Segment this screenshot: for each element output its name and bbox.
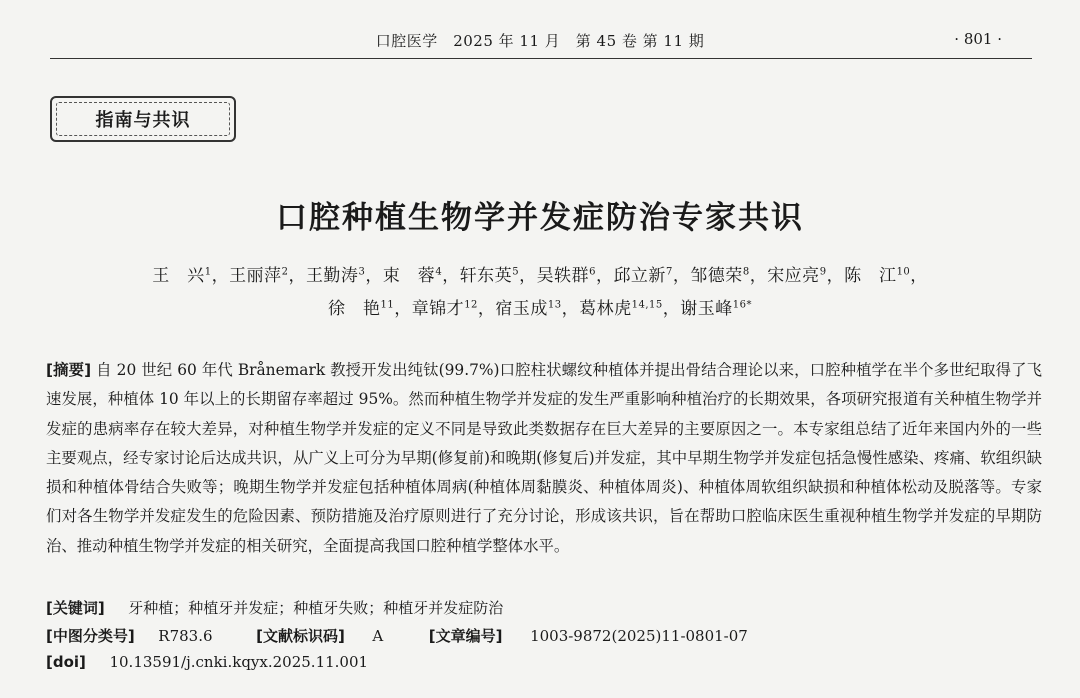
header-rule xyxy=(50,58,1032,59)
author-separator: ， xyxy=(672,266,691,286)
author xyxy=(229,266,288,286)
author-affiliation-mark: 4 xyxy=(435,266,443,278)
section-banner xyxy=(50,96,236,142)
author-affiliation-mark: 11 xyxy=(380,299,395,311)
author xyxy=(306,266,365,286)
author xyxy=(412,299,478,319)
author-name: 吴轶群 xyxy=(536,266,590,286)
doc-code-value: A xyxy=(372,627,384,645)
author xyxy=(690,266,749,286)
author xyxy=(537,266,596,286)
author-affiliation-mark: 7 xyxy=(665,266,673,278)
author xyxy=(844,266,910,286)
author xyxy=(613,266,672,286)
author-affiliation-mark: 14,15 xyxy=(631,299,663,311)
author-separator: ， xyxy=(365,266,383,286)
author-name: 王丽萍 xyxy=(229,266,282,286)
author-affiliation-mark: 2 xyxy=(281,266,289,278)
author-name: 邹德荣 xyxy=(690,266,743,286)
author-affiliation-mark: 5 xyxy=(512,266,520,278)
author-separator: ， xyxy=(910,266,928,286)
author-separator: ， xyxy=(561,299,580,319)
page-number: · 801 · xyxy=(954,30,1002,48)
author-name: 宿玉成 xyxy=(495,299,548,319)
section-banner-label: 指南与共识 xyxy=(95,110,191,131)
author-affiliation-mark: 9 xyxy=(819,266,827,278)
author-name: 陈 江 xyxy=(844,266,897,286)
author-name: 邱立新 xyxy=(613,266,666,286)
author-name: 谢玉峰 xyxy=(680,299,733,319)
author-separator: ， xyxy=(288,266,306,286)
clc-value: R783.6 xyxy=(158,627,213,645)
author-name: 轩东英 xyxy=(459,266,513,286)
author-name: 束 蓉 xyxy=(382,266,436,286)
author-affiliation-mark: 10 xyxy=(896,266,911,278)
author-list-line-1 xyxy=(0,261,1080,286)
keywords-row xyxy=(46,597,503,618)
author-name: 王 兴 xyxy=(152,266,205,286)
author-name: 宋应亮 xyxy=(767,266,820,286)
author xyxy=(328,299,394,319)
author-affiliation-mark: 13 xyxy=(547,299,562,311)
author-separator: ， xyxy=(749,266,768,286)
article-number-value: 1003-9872(2025)11-0801-07 xyxy=(530,627,748,645)
abstract xyxy=(46,356,1042,561)
article-title: 口腔种植生物学并发症防治专家共识 xyxy=(276,200,804,236)
author-separator: ， xyxy=(394,299,412,319)
author-name: 葛林虎 xyxy=(579,299,632,319)
author-list-line-2 xyxy=(0,294,1080,319)
running-head: 口腔医学 2025 年 11 月 第 45 卷 第 11 期 xyxy=(375,32,705,50)
author-name: 章锦才 xyxy=(411,299,465,319)
author xyxy=(152,266,211,286)
author-affiliation-mark: 8 xyxy=(742,266,750,278)
author-separator: ， xyxy=(595,266,614,286)
author-separator: ， xyxy=(477,299,496,319)
author-affiliation-mark: 16* xyxy=(732,299,753,311)
author-name: 王勤涛 xyxy=(305,266,359,286)
classification-row xyxy=(46,625,748,646)
author xyxy=(680,299,752,319)
doc-code-label: [文献标识码] xyxy=(256,627,345,645)
author-affiliation-mark: 12 xyxy=(464,299,478,311)
abstract-label: [摘要] xyxy=(46,361,92,379)
article-number-label: [文章编号] xyxy=(428,627,503,645)
author-affiliation-mark: 6 xyxy=(589,266,596,278)
author-separator: ， xyxy=(826,266,845,286)
author-affiliation-mark: 3 xyxy=(358,266,366,278)
doi-value: 10.13591/j.cnki.kqyx.2025.11.001 xyxy=(109,653,369,671)
clc-label: [中图分类号] xyxy=(46,627,135,645)
author xyxy=(383,266,442,286)
author-affiliation-mark: 1 xyxy=(204,266,212,278)
author xyxy=(495,299,561,319)
author xyxy=(579,299,663,319)
keywords-text: 牙种植；种植牙并发症；种植牙失败；种植牙并发症防治 xyxy=(128,599,504,617)
abstract-text: 自 20 世纪 60 年代 Brånemark 教授开发出纯钛(99.7%)口腔柱状螺纹种植体并提出骨结合理论以来，口腔种植学在半个多世纪取得了飞速发展，种植体 10 年以上的长期留存率超过 95%。然而种植生物学并发症的发生严重影响种植治疗的长期效果，各项研究报道有关种植生物学并发症的患病率存在较大差异，对种植生物学并发症的定义不同是导致此类数据存在巨大差异的主要原因之一。本专家组总结了近年来国内外的一些主要观点，经专家讨论后达成共识，从广义上可分为早期(修复前)和晚期(修复后)并发症，其中早期生物学并发症包括急慢性感染、疼痛、软组织缺损和种植体骨结合失败等；晚期生物学并发症包括种植体周病(种植体周黏膜炎、种植体周炎)、种植体周软组织缺损和种植体松动及脱落等。专家们对各生物学并发症发生的危险因素、预防措施及治疗原则进行了充分讨论，形成该共识，旨在帮助口腔临床医生重视种植生物学并发症的早期防治、推动种植生物学并发症的相关研究，全面提高我国口腔种植学整体水平。 xyxy=(46,361,1042,555)
doi-label: [doi] xyxy=(46,653,86,671)
author-separator: ， xyxy=(211,266,230,286)
author-separator: ， xyxy=(442,266,460,286)
doi-row xyxy=(46,653,368,671)
author xyxy=(460,266,519,286)
author-name: 徐 艳 xyxy=(327,299,381,319)
keywords-label: [关键词] xyxy=(46,599,105,617)
author-separator: ， xyxy=(662,299,681,319)
author xyxy=(767,266,826,286)
author-separator: ， xyxy=(519,266,537,286)
